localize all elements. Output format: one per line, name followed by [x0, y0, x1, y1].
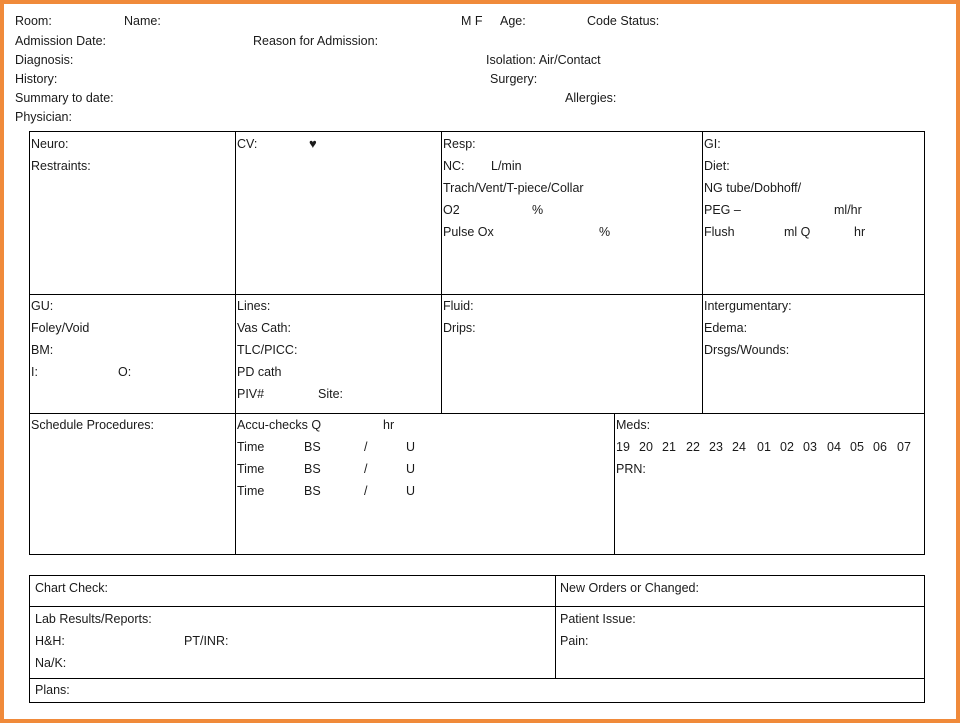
edema-label: Edema:: [704, 321, 748, 335]
med-hour: 19: [616, 440, 630, 454]
heart-icon: ♥: [309, 136, 317, 151]
name-label: Name:: [124, 14, 161, 28]
med-hour: 22: [686, 440, 700, 454]
med-hour: 23: [709, 440, 723, 454]
output-label: O:: [118, 365, 132, 379]
grid-divider-c: [702, 131, 703, 413]
footer-divider: [555, 575, 556, 679]
piv-label: PIV#: [237, 387, 265, 401]
grid-left-line: [29, 131, 30, 555]
slash-label: /: [364, 484, 368, 498]
fluid-label: Fluid:: [443, 299, 474, 313]
plans-label: Plans:: [35, 683, 70, 697]
bm-label: BM:: [31, 343, 54, 357]
o2-label: O2: [443, 203, 460, 217]
new-orders-label: New Orders or Changed:: [560, 581, 699, 595]
meds-label: Meds:: [616, 418, 651, 432]
cv-label: CV:: [237, 137, 258, 151]
diet-label: Diet:: [704, 159, 730, 173]
grid-bottom-line: [29, 554, 925, 555]
flush-label: Flush: [704, 225, 735, 239]
na-k-label: Na/K:: [35, 656, 67, 670]
accu-checks-hr-label: hr: [383, 418, 395, 432]
med-hour: 02: [780, 440, 794, 454]
med-hour: 07: [897, 440, 911, 454]
resp-label: Resp:: [443, 137, 476, 151]
lmin-label: L/min: [491, 159, 522, 173]
grid-row1-line: [29, 294, 925, 295]
dressings-wounds-label: Drsgs/Wounds:: [704, 343, 790, 357]
grid-divider-d: [614, 413, 615, 555]
ng-tube-label: NG tube/Dobhoff/: [704, 181, 802, 195]
pt-inr-label: PT/INR:: [184, 634, 229, 648]
grid-right-line: [924, 131, 925, 555]
chart-check-label: Chart Check:: [35, 581, 108, 595]
physician-label: Physician:: [15, 110, 72, 124]
bs-label: BS: [304, 484, 321, 498]
room-label: Room:: [15, 14, 52, 28]
slash-label: /: [364, 462, 368, 476]
bs-label: BS: [304, 462, 321, 476]
footer-left-line: [29, 575, 30, 703]
grid-divider-a: [235, 131, 236, 555]
admission-date-label: Admission Date:: [15, 34, 107, 48]
trach-label: Trach/Vent/T-piece/Collar: [443, 181, 584, 195]
grid-divider-b: [441, 131, 442, 413]
time-label: Time: [237, 462, 265, 476]
diagnosis-label: Diagnosis:: [15, 53, 74, 67]
restraints-label: Restraints:: [31, 159, 91, 173]
grid-top-line: [29, 131, 925, 132]
footer-right-line: [924, 575, 925, 703]
gu-label: GU:: [31, 299, 54, 313]
site-label: Site:: [318, 387, 344, 401]
slash-label: /: [364, 440, 368, 454]
age-label: Age:: [500, 14, 526, 28]
reason-for-admission-label: Reason for Admission:: [253, 34, 379, 48]
med-hour: 04: [827, 440, 841, 454]
hh-label: H&H:: [35, 634, 65, 648]
med-hour: 24: [732, 440, 746, 454]
grid-row2-line: [29, 413, 925, 414]
sex-label: M F: [461, 14, 483, 28]
drips-label: Drips:: [443, 321, 476, 335]
pulse-ox-percent-label: %: [599, 225, 611, 239]
o2-percent-label: %: [532, 203, 544, 217]
lines-label: Lines:: [237, 299, 271, 313]
lab-results-label: Lab Results/Reports:: [35, 612, 152, 626]
pulse-ox-label: Pulse Ox: [443, 225, 494, 239]
allergies-label: Allergies:: [565, 91, 617, 105]
footer-bottom-line: [29, 702, 925, 703]
time-label: Time: [237, 484, 265, 498]
isolation-label: Isolation: Air/Contact: [486, 53, 601, 67]
med-hour: 05: [850, 440, 864, 454]
footer-row2-line: [29, 678, 925, 679]
tlc-picc-label: TLC/PICC:: [237, 343, 298, 357]
gi-label: GI:: [704, 137, 721, 151]
units-label: U: [406, 484, 416, 498]
med-hour: 01: [757, 440, 771, 454]
nc-label: NC:: [443, 159, 465, 173]
surgery-label: Surgery:: [490, 72, 538, 86]
patient-issue-label: Patient Issue:: [560, 612, 636, 626]
pd-cath-label: PD cath: [237, 365, 282, 379]
peg-label: PEG –: [704, 203, 741, 217]
med-hour: 06: [873, 440, 887, 454]
summary-label: Summary to date:: [15, 91, 114, 105]
footer-row1-line: [29, 606, 925, 607]
peg-mlhr-label: ml/hr: [834, 203, 862, 217]
time-label: Time: [237, 440, 265, 454]
accu-checks-label: Accu-checks Q: [237, 418, 322, 432]
med-hour: 20: [639, 440, 653, 454]
flush-hr-label: hr: [854, 225, 866, 239]
units-label: U: [406, 462, 416, 476]
prn-label: PRN:: [616, 462, 646, 476]
units-label: U: [406, 440, 416, 454]
history-label: History:: [15, 72, 58, 86]
integumentary-label: Intergumentary:: [704, 299, 792, 313]
neuro-label: Neuro:: [31, 137, 69, 151]
flush-ml-q-label: ml Q: [784, 225, 811, 239]
bs-label: BS: [304, 440, 321, 454]
intake-label: I:: [31, 365, 38, 379]
footer-top-line: [29, 575, 925, 576]
med-hour: 03: [803, 440, 817, 454]
code-status-label: Code Status:: [587, 14, 660, 28]
med-hour: 21: [662, 440, 676, 454]
pain-label: Pain:: [560, 634, 589, 648]
foley-label: Foley/Void: [31, 321, 90, 335]
vas-cath-label: Vas Cath:: [237, 321, 291, 335]
schedule-procedures-label: Schedule Procedures:: [31, 418, 154, 432]
